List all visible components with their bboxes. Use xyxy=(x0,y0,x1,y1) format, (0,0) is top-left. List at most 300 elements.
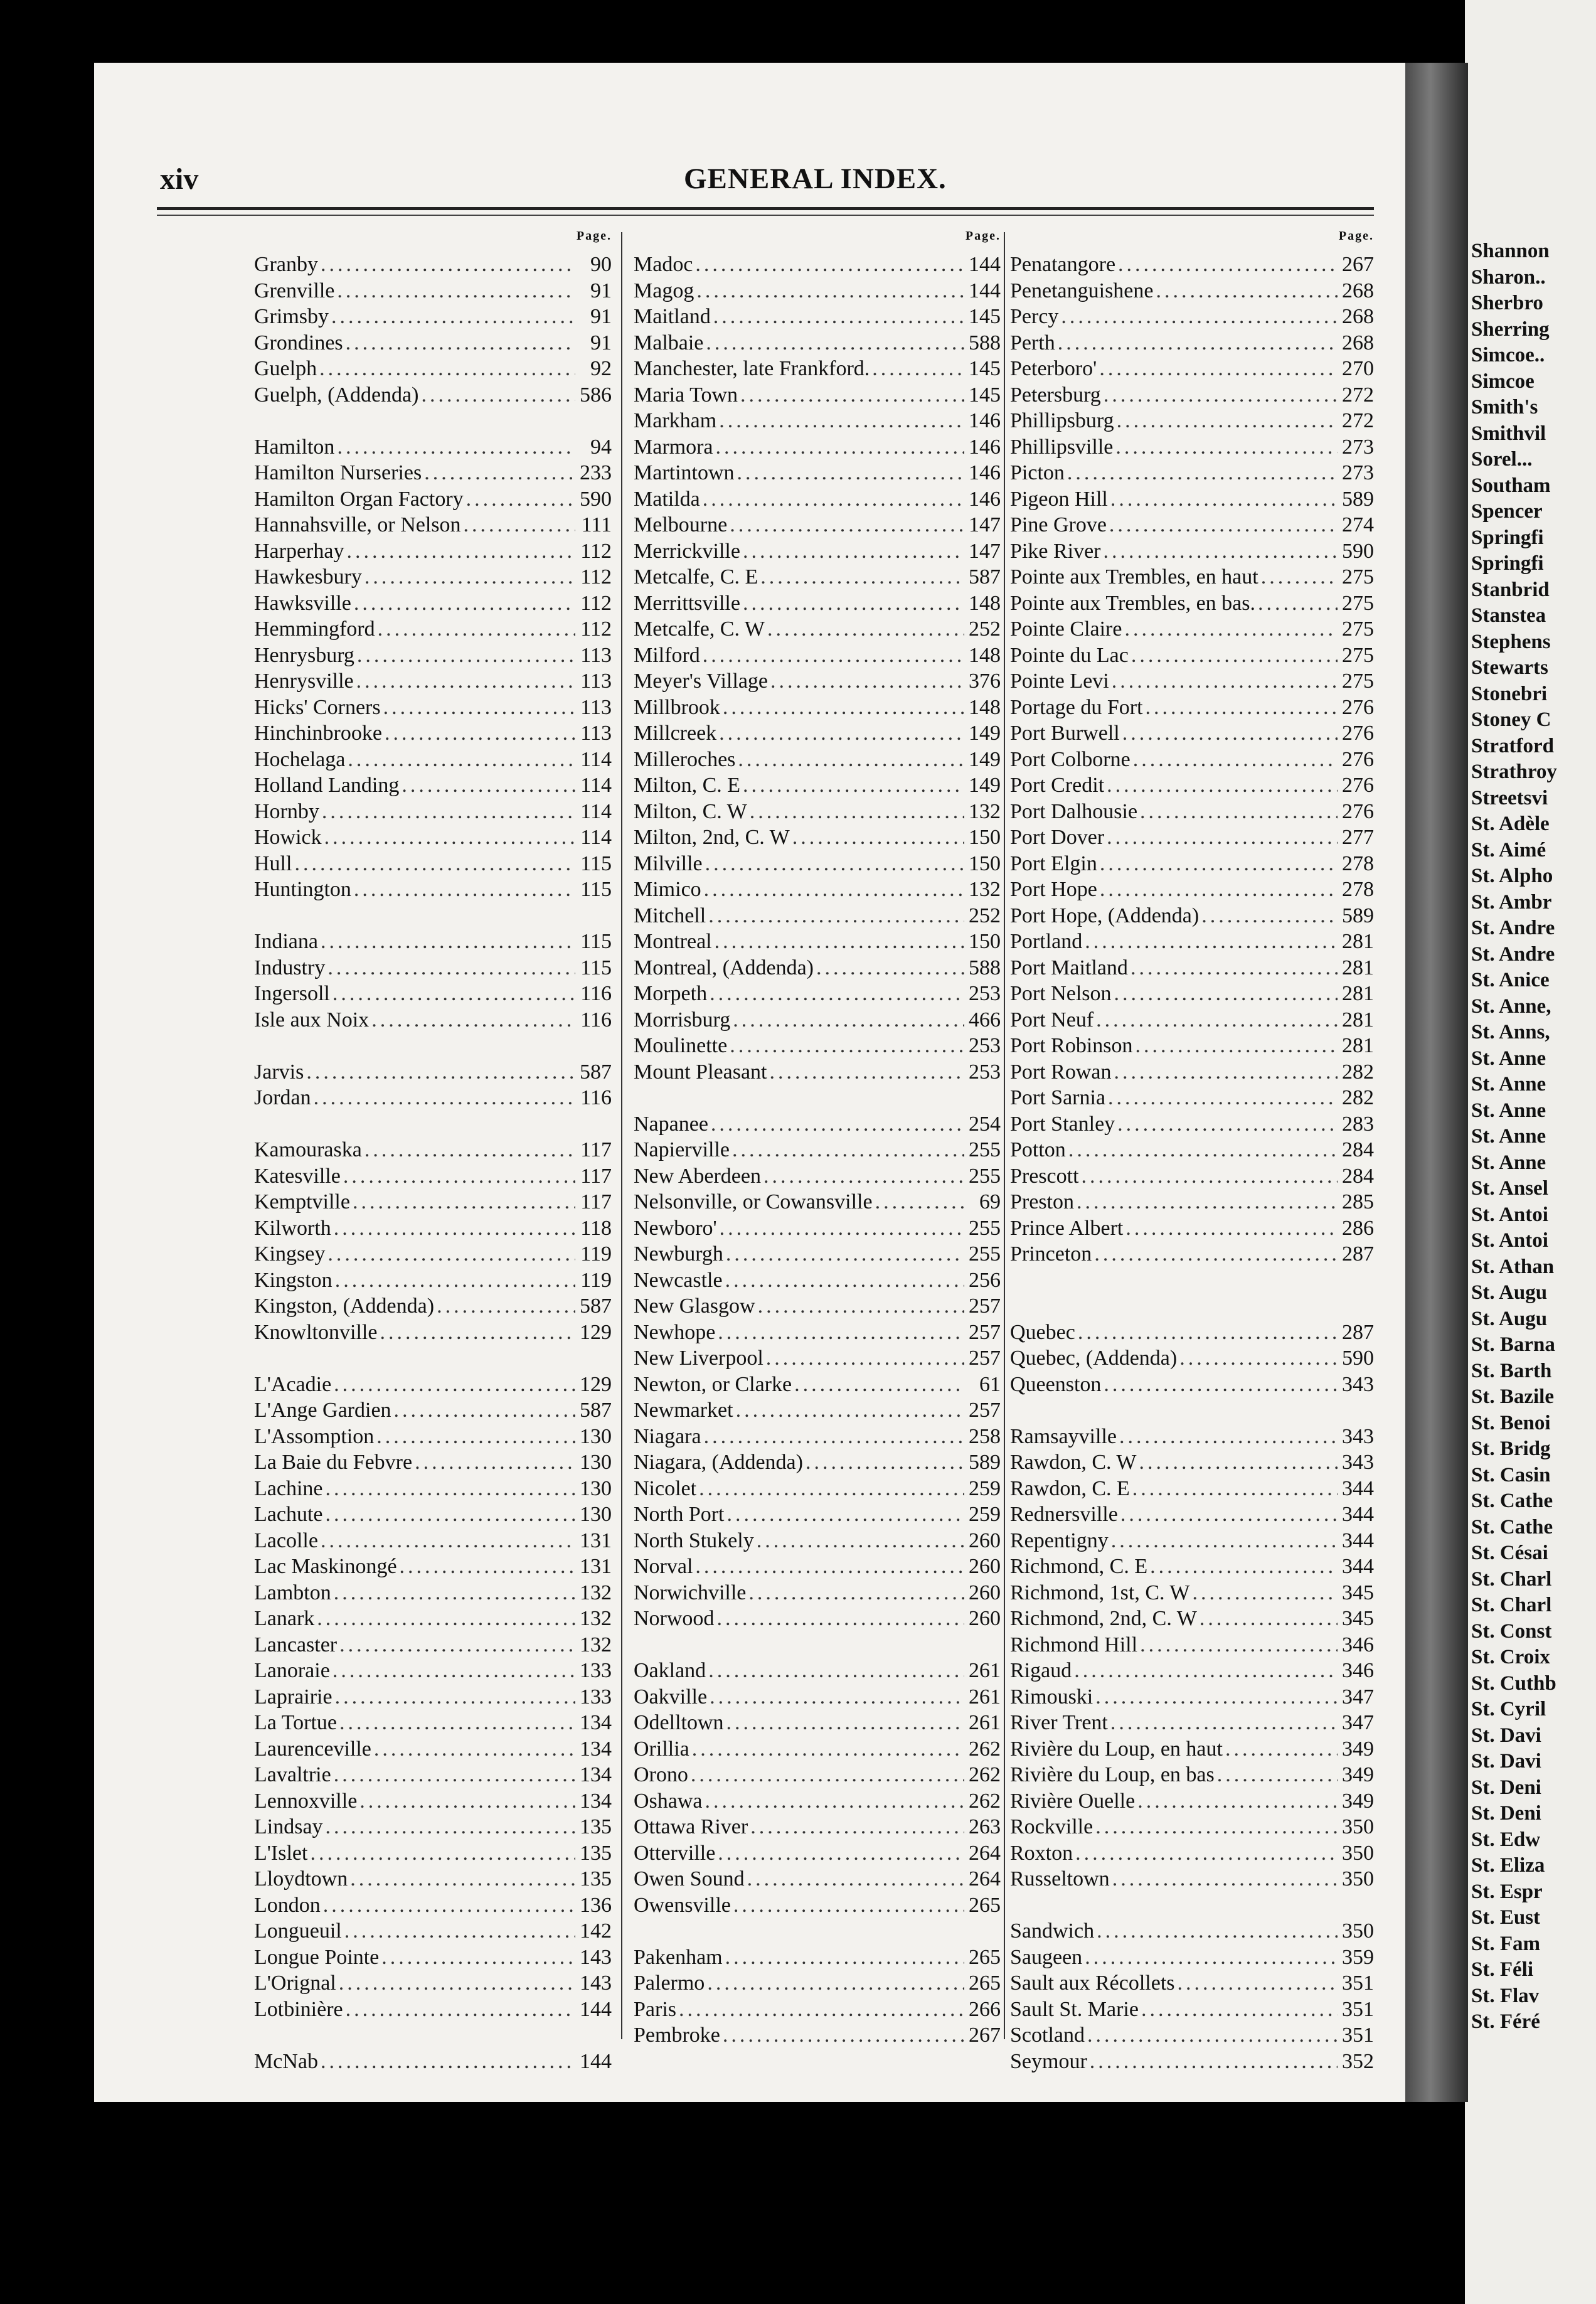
page-ref: 263 xyxy=(969,1815,1001,1838)
place-name: River Trent xyxy=(1010,1711,1108,1734)
dot-leader xyxy=(1215,1762,1338,1788)
page-ref: 349 xyxy=(1342,1789,1374,1813)
adjacent-index-fragment: Spencer xyxy=(1471,500,1543,523)
dot-leader xyxy=(1097,356,1338,382)
place-name: Rivière Ouelle xyxy=(1010,1789,1136,1813)
index-entry xyxy=(634,1970,1001,1997)
place-name: Pine Grove xyxy=(1010,513,1107,536)
place-name: L'Islet xyxy=(254,1841,308,1865)
index-entry xyxy=(254,1007,612,1033)
adjacent-index-fragment: St. Espr xyxy=(1471,1880,1543,1903)
page-ref: 134 xyxy=(580,1737,612,1761)
dot-leader xyxy=(292,851,575,877)
index-entry xyxy=(634,1788,1001,1815)
dot-leader xyxy=(381,695,575,721)
place-name: New Liverpool xyxy=(634,1347,763,1370)
page-ref: 275 xyxy=(1342,617,1374,641)
dot-leader xyxy=(1073,1840,1338,1867)
adjacent-index-fragment: St. Antoi xyxy=(1471,1229,1548,1252)
index-entry xyxy=(254,1241,612,1267)
page-ref: 283 xyxy=(1342,1112,1374,1136)
adjacent-index-fragment: St. Bazile xyxy=(1471,1385,1554,1408)
index-entry xyxy=(254,1918,612,1944)
index-entry xyxy=(1010,1632,1374,1658)
dot-leader xyxy=(1072,1658,1338,1684)
index-entry xyxy=(634,1840,1001,1867)
dot-leader xyxy=(873,1189,964,1215)
header-rule xyxy=(157,207,1374,210)
index-entry xyxy=(634,1293,1001,1320)
dot-leader xyxy=(318,1528,575,1554)
index-entry xyxy=(254,747,612,773)
dot-leader xyxy=(706,903,964,929)
page-ref: 255 xyxy=(969,1216,1001,1240)
dot-leader xyxy=(711,304,964,330)
place-name: McNab xyxy=(254,2049,318,2073)
index-entry xyxy=(254,929,612,955)
place-name: Phillipsburg xyxy=(1010,409,1114,432)
place-name: Port Colborne xyxy=(1010,747,1130,771)
page-ref: 91 xyxy=(590,279,612,302)
dot-leader xyxy=(374,1424,575,1450)
index-entry xyxy=(634,1684,1001,1710)
index-entry xyxy=(254,1814,612,1840)
index-entry xyxy=(634,1111,1001,1138)
adjacent-index-fragment: Simcoe xyxy=(1471,370,1535,393)
place-name: Prescott xyxy=(1010,1164,1079,1188)
index-entry xyxy=(1010,824,1374,851)
index-entry xyxy=(1010,356,1374,382)
page-ref: 115 xyxy=(580,956,612,979)
dot-leader xyxy=(701,877,964,903)
index-entry xyxy=(1010,1320,1374,1346)
dot-leader xyxy=(331,1580,575,1606)
place-name: Newmarket xyxy=(634,1399,733,1422)
page-ref: 115 xyxy=(580,878,612,901)
place-name: Sandwich xyxy=(1010,1919,1095,1943)
dot-leader xyxy=(382,720,575,747)
index-entry xyxy=(254,512,612,538)
dot-leader xyxy=(720,695,964,721)
place-name: Port Neuf xyxy=(1010,1008,1094,1032)
place-name: Seymour xyxy=(1010,2049,1087,2073)
page-ref: 586 xyxy=(580,383,612,407)
dot-leader xyxy=(1082,1944,1338,1971)
page-ref: 113 xyxy=(580,695,612,719)
dot-leader xyxy=(1143,695,1338,721)
dot-leader xyxy=(329,304,575,330)
adjacent-index-fragment: St. Cathe xyxy=(1471,1515,1553,1539)
page-ref: 115 xyxy=(580,930,612,953)
adjacent-index-fragment: Smithvil xyxy=(1471,422,1546,445)
index-entry xyxy=(254,1501,612,1528)
place-name: Meyer's Village xyxy=(634,669,769,693)
place-name: Rigaud xyxy=(1010,1659,1072,1682)
index-entry xyxy=(634,330,1001,356)
index-entry xyxy=(254,877,612,903)
index-entry xyxy=(1010,747,1374,773)
dot-leader xyxy=(1114,408,1338,434)
page-ref: 262 xyxy=(969,1763,1001,1786)
adjacent-index-fragment: St. Anne xyxy=(1471,1047,1546,1070)
dot-leader xyxy=(714,1606,964,1632)
index-entry xyxy=(634,1189,1001,1215)
dot-leader xyxy=(362,564,575,590)
page-ref: 276 xyxy=(1342,747,1374,771)
index-entry xyxy=(254,1163,612,1190)
index-entry xyxy=(634,1892,1001,1919)
place-name: Huntington xyxy=(254,878,351,901)
dot-leader xyxy=(676,1997,964,2023)
page-ref: 111 xyxy=(581,513,612,536)
place-name: Newton, or Clarke xyxy=(634,1372,792,1396)
adjacent-index-fragment: St. Anice xyxy=(1471,969,1550,991)
index-entry xyxy=(1010,1814,1374,1840)
place-name: Percy xyxy=(1010,305,1059,328)
page-ref: 253 xyxy=(969,982,1001,1005)
index-entry xyxy=(1010,1007,1374,1033)
place-name: Port Sarnia xyxy=(1010,1086,1106,1109)
adjacent-index-fragment: St. Eliza xyxy=(1471,1854,1545,1877)
dot-leader xyxy=(318,929,575,955)
index-entry xyxy=(1010,252,1374,278)
dot-leader xyxy=(330,981,575,1007)
index-entry xyxy=(1010,1710,1374,1736)
page-ref: 133 xyxy=(580,1685,612,1709)
index-entry xyxy=(634,538,1001,565)
place-name: Penatangore xyxy=(1010,253,1116,276)
adjacent-index-fragment: Smith's xyxy=(1471,396,1538,419)
dot-leader xyxy=(323,1814,575,1840)
index-entry xyxy=(634,304,1001,330)
index-entry xyxy=(1010,1033,1374,1059)
place-name: New Glasgow xyxy=(634,1294,755,1318)
place-name: Morrisburg xyxy=(634,1008,731,1032)
dot-leader xyxy=(708,1111,964,1138)
dot-leader xyxy=(1113,434,1338,461)
adjacent-index-fragment: Springfi xyxy=(1471,552,1544,575)
place-name: Hinchinbrooke xyxy=(254,722,382,745)
page-ref: 253 xyxy=(969,1034,1001,1057)
page-ref: 347 xyxy=(1342,1711,1374,1734)
index-entry xyxy=(254,356,612,382)
dot-leader xyxy=(1100,538,1338,565)
dot-leader xyxy=(1130,1476,1338,1502)
page-ref: 589 xyxy=(1342,487,1374,511)
place-name: Perth xyxy=(1010,331,1055,355)
page-ref: 259 xyxy=(969,1503,1001,1526)
page-ref: 270 xyxy=(1342,357,1374,380)
dot-leader xyxy=(1092,1241,1338,1267)
place-name: Port Dalhousie xyxy=(1010,799,1138,823)
index-entry xyxy=(1010,799,1374,825)
index-entry xyxy=(1010,981,1374,1007)
place-name: Knowltonville xyxy=(254,1320,378,1344)
section-gap xyxy=(254,903,612,929)
page-ref: 149 xyxy=(969,747,1001,771)
dot-leader xyxy=(735,460,964,486)
place-name: Scotland xyxy=(1010,2024,1085,2047)
page-ref: 113 xyxy=(580,722,612,745)
adjacent-index-fragment: St. Charl xyxy=(1471,1567,1552,1591)
place-name: Napanee xyxy=(634,1112,708,1136)
dot-leader xyxy=(345,747,575,773)
index-entry xyxy=(1010,929,1374,955)
index-entry xyxy=(254,1840,612,1867)
adjacent-index-fragment: St. Charl xyxy=(1471,1594,1552,1616)
dot-leader xyxy=(1123,1215,1338,1242)
index-entry xyxy=(1010,1684,1374,1710)
adjacent-index-fragment: St. Anne xyxy=(1471,1099,1546,1122)
place-name: Hamilton Nurseries xyxy=(254,461,422,484)
page-ref: 359 xyxy=(1342,1945,1374,1969)
dot-leader xyxy=(689,1736,964,1763)
dot-leader xyxy=(1118,1501,1338,1528)
dot-leader xyxy=(1135,1788,1338,1815)
page-ref: 146 xyxy=(969,409,1001,432)
index-entry xyxy=(254,851,612,877)
page-ref: 282 xyxy=(1342,1060,1374,1084)
page-ref: 260 xyxy=(969,1528,1001,1552)
index-entry xyxy=(254,1528,612,1554)
index-entry xyxy=(254,1944,612,1971)
dot-leader xyxy=(1101,382,1338,408)
index-entry xyxy=(1010,1944,1374,1971)
dot-leader xyxy=(323,1476,576,1502)
adjacent-index-fragment: St. Féli xyxy=(1471,1958,1533,1981)
place-name: Harperhay xyxy=(254,539,344,563)
dot-leader xyxy=(1097,851,1338,877)
dot-leader xyxy=(706,1658,964,1684)
adjacent-index-fragment: Stratford xyxy=(1471,734,1554,757)
index-entry xyxy=(1010,538,1374,565)
page-ref: 252 xyxy=(969,904,1001,927)
adjacent-index-fragment: St. Const xyxy=(1471,1619,1552,1643)
place-name: Mitchell xyxy=(634,904,706,927)
page-ref: 257 xyxy=(969,1294,1001,1318)
page-ref: 345 xyxy=(1342,1607,1374,1630)
index-entry xyxy=(634,590,1001,617)
section-gap xyxy=(254,1345,612,1372)
dot-leader xyxy=(1093,1007,1338,1033)
page-ref: 344 xyxy=(1342,1528,1374,1552)
dot-leader xyxy=(1115,1111,1338,1138)
page-ref: 132 xyxy=(580,1633,612,1656)
dot-leader xyxy=(1129,643,1338,669)
page-ref: 135 xyxy=(580,1815,612,1838)
adjacent-index-fragment: Strathroy xyxy=(1471,760,1557,783)
index-entry xyxy=(1010,616,1374,643)
place-name: Queenston xyxy=(1010,1372,1102,1396)
page-ref: 281 xyxy=(1342,1008,1374,1032)
header-rule-thin xyxy=(157,215,1374,216)
page-ref: 587 xyxy=(580,1294,612,1318)
index-entry xyxy=(1010,1137,1374,1163)
dot-leader xyxy=(803,1449,964,1476)
dot-leader xyxy=(1085,2022,1338,2049)
adjacent-index-fragment: St. Cuthb xyxy=(1471,1672,1556,1695)
index-entry xyxy=(1010,278,1374,304)
index-entry xyxy=(634,1007,1001,1033)
index-entry xyxy=(254,1085,612,1111)
adjacent-index-fragment: St. Aimé xyxy=(1471,838,1546,861)
adjacent-index-fragment: Sherring xyxy=(1471,317,1550,341)
place-name: Port Nelson xyxy=(1010,982,1112,1005)
place-name: Petersburg xyxy=(1010,383,1101,407)
page-ref: 268 xyxy=(1342,305,1374,328)
index-entry xyxy=(254,330,612,356)
place-name: Kilworth xyxy=(254,1216,331,1240)
page-ref: 145 xyxy=(969,357,1001,380)
place-name: Melbourne xyxy=(634,513,728,536)
index-entry xyxy=(1010,382,1374,408)
page-ref: 144 xyxy=(969,279,1001,302)
dot-leader xyxy=(1110,1866,1338,1892)
place-name: Pakenham xyxy=(634,1945,723,1969)
place-name: Mount Pleasant xyxy=(634,1060,767,1084)
adjacent-index-fragment: St. Casin xyxy=(1471,1463,1551,1486)
place-name: Hornby xyxy=(254,799,319,823)
adjacent-index-fragment: St. Flav xyxy=(1471,1984,1540,2007)
index-entry xyxy=(634,1606,1001,1632)
place-name: Howick xyxy=(254,826,322,849)
adjacent-index-fragment: St. Anne xyxy=(1471,1073,1546,1096)
place-name: Roxton xyxy=(1010,1841,1073,1865)
dot-leader xyxy=(348,1866,575,1892)
index-entry xyxy=(254,824,612,851)
place-name: Milford xyxy=(634,643,700,667)
index-entry xyxy=(634,1710,1001,1736)
place-name: Otterville xyxy=(634,1841,716,1865)
dot-leader xyxy=(745,1866,964,1892)
page-ref: 287 xyxy=(1342,1242,1374,1266)
place-name: Grondines xyxy=(254,331,343,355)
place-name: Oakville xyxy=(634,1685,708,1709)
index-entry xyxy=(634,1997,1001,2023)
place-name: Richmond, C. E xyxy=(1010,1555,1148,1578)
place-name: Norval xyxy=(634,1555,693,1578)
dot-leader xyxy=(754,1528,964,1554)
place-name: Repentigny xyxy=(1010,1528,1109,1552)
dot-leader xyxy=(1223,1736,1338,1763)
index-entry xyxy=(1010,772,1374,799)
place-name: Port Credit xyxy=(1010,774,1105,797)
dot-leader xyxy=(768,668,964,695)
index-entry xyxy=(254,1397,612,1424)
page-ref: 282 xyxy=(1342,1086,1374,1109)
place-name: Jarvis xyxy=(254,1060,304,1084)
dot-leader xyxy=(344,538,575,565)
place-name: Rimouski xyxy=(1010,1685,1093,1709)
dot-leader xyxy=(1175,1970,1338,1997)
dot-leader xyxy=(1122,616,1338,643)
page-ref: 587 xyxy=(580,1399,612,1422)
page-ref: 119 xyxy=(580,1268,612,1292)
section-gap xyxy=(254,2022,612,2049)
index-entry xyxy=(634,356,1001,382)
place-name: Lotbinière xyxy=(254,1997,343,2021)
page-ref: 281 xyxy=(1342,1034,1374,1057)
place-name: Laurenceville xyxy=(254,1737,371,1761)
adjacent-index-fragment: St. Anne xyxy=(1471,1125,1546,1148)
page-ref: 252 xyxy=(969,617,1001,641)
page-ref: 144 xyxy=(969,253,1001,276)
place-name: Richmond Hill xyxy=(1010,1633,1138,1656)
index-entry xyxy=(254,772,612,799)
index-entry xyxy=(1010,1215,1374,1242)
index-entry xyxy=(1010,486,1374,513)
place-name: Port Rowan xyxy=(1010,1060,1112,1084)
page-ref: 345 xyxy=(1342,1581,1374,1604)
page-ref: 258 xyxy=(969,1424,1001,1448)
page-ref: 347 xyxy=(1342,1685,1374,1709)
dot-leader xyxy=(1058,304,1338,330)
page-ref: 117 xyxy=(580,1138,612,1161)
adjacent-index-fragment: St. Alpho xyxy=(1471,865,1553,887)
page-ref: 134 xyxy=(580,1763,612,1786)
index-entry xyxy=(1010,1189,1374,1215)
page-ref: 112 xyxy=(580,539,612,563)
page-ref: 260 xyxy=(969,1581,1001,1604)
dot-leader xyxy=(1117,1424,1338,1450)
place-name: Holland Landing xyxy=(254,774,400,797)
place-name: Pointe du Lac xyxy=(1010,643,1129,667)
place-name: Maria Town xyxy=(634,383,738,407)
place-name: Magog xyxy=(634,279,694,302)
index-entry xyxy=(254,538,612,565)
dot-leader xyxy=(318,2049,575,2075)
adjacent-index-fragment: St. Benoi xyxy=(1471,1411,1551,1434)
page-ref: 146 xyxy=(969,487,1001,511)
column-header: Page. xyxy=(576,229,612,243)
page-ref: 588 xyxy=(969,331,1001,355)
page-ref: 277 xyxy=(1342,826,1374,849)
page-ref: 275 xyxy=(1342,669,1374,693)
dot-leader xyxy=(700,486,964,513)
dot-leader xyxy=(720,2022,964,2049)
dot-leader xyxy=(740,538,964,565)
index-entry xyxy=(254,1580,612,1606)
place-name: Rawdon, C. W xyxy=(1010,1451,1137,1474)
place-name: Quebec xyxy=(1010,1320,1075,1344)
adjacent-index-fragment: St. Adèle xyxy=(1471,813,1550,835)
adjacent-index-fragment: St. Barth xyxy=(1471,1359,1552,1382)
index-entry xyxy=(254,382,612,408)
dot-leader xyxy=(318,252,575,278)
place-name: Ramsayville xyxy=(1010,1424,1117,1448)
page-ref: 253 xyxy=(969,1060,1001,1084)
place-name: Port Elgin xyxy=(1010,851,1097,875)
page-ref: 264 xyxy=(969,1841,1001,1865)
place-name: Saugeen xyxy=(1010,1945,1083,1969)
place-name: Quebec, (Addenda) xyxy=(1010,1347,1178,1370)
page-ref: 274 xyxy=(1342,513,1374,536)
section-gap xyxy=(1010,1892,1374,1919)
place-name: Millcreek xyxy=(634,722,717,745)
section-gap xyxy=(634,1918,1001,1944)
index-entry xyxy=(1010,1345,1374,1372)
index-entry xyxy=(634,981,1001,1007)
index-entry xyxy=(634,1762,1001,1788)
place-name: Merrittsville xyxy=(634,591,740,615)
index-entry xyxy=(634,1059,1001,1085)
section-gap xyxy=(254,1033,612,1059)
index-entry xyxy=(254,1788,612,1815)
page-ref: 113 xyxy=(580,669,612,693)
index-entry xyxy=(634,1658,1001,1684)
page-ref: 346 xyxy=(1342,1633,1374,1656)
dot-leader xyxy=(379,1944,575,1971)
